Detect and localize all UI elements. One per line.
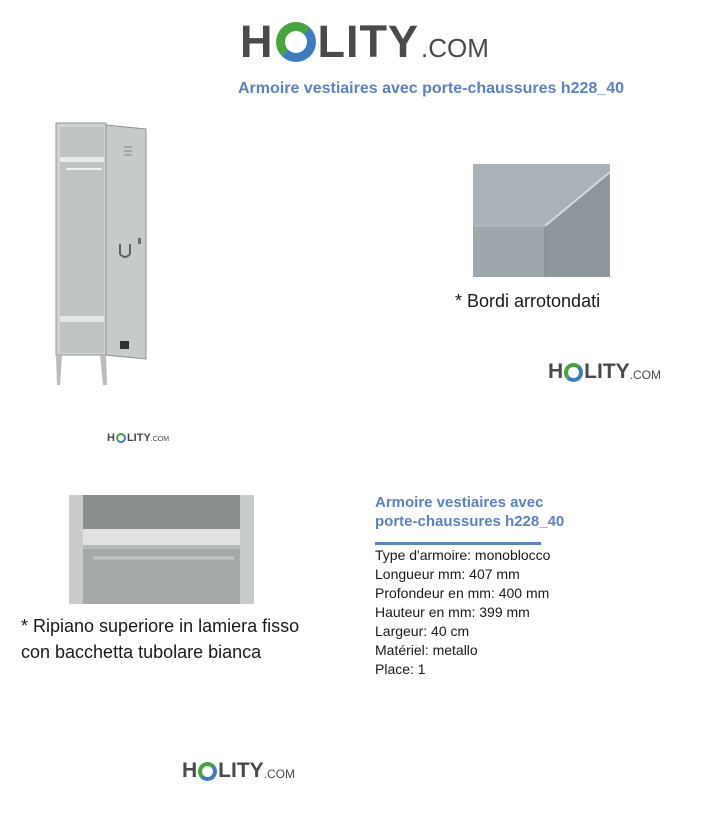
logo-domain: .COM — [421, 32, 489, 63]
logo-o-ring-icon — [116, 433, 126, 443]
logo-o-ring-icon — [564, 363, 583, 382]
brand-logo-footer — [182, 759, 295, 783]
logo-text-lity: LITY — [584, 360, 630, 383]
logo-o-ring-icon — [276, 22, 316, 62]
logo-domain: .COM — [263, 767, 296, 781]
spec-title-line2: porte-chaussures h228_40 — [375, 513, 565, 530]
spec-title-line1: Armoire vestiaires avec — [375, 494, 544, 511]
brand-logo-medium — [548, 360, 661, 384]
logo-o-ring-icon — [198, 762, 217, 781]
spec-item: Hauteur en mm: 399 mm — [375, 604, 530, 620]
brand-logo-small — [107, 432, 169, 444]
logo-text-lity: LITY — [218, 759, 264, 782]
spec-list — [375, 546, 550, 679]
logo-domain: .COM — [150, 436, 170, 443]
logo-text-h: H — [107, 432, 115, 444]
spec-item: Largeur: 40 cm — [375, 623, 470, 639]
logo-text-lity: LITY — [126, 432, 151, 444]
shelf-detail-image — [69, 495, 254, 604]
logo-domain: .COM — [629, 368, 662, 382]
brand-logo[interactable] — [240, 16, 489, 68]
shelf-caption — [21, 613, 341, 665]
spec-divider — [375, 542, 541, 545]
spec-title — [375, 493, 615, 531]
logo-text-h: H — [240, 16, 274, 67]
page-title: Armoire vestiaires avec porte-chaussures h228_40 — [238, 80, 624, 97]
spec-item: Type d'armoire: monoblocco — [375, 547, 551, 563]
corner-detail-image — [473, 164, 610, 277]
cabinet-image — [54, 121, 154, 389]
spec-item: Matériel: metallo — [375, 642, 478, 658]
logo-text-lity: LITY — [317, 16, 419, 67]
spec-item: Longueur mm: 407 mm — [375, 566, 520, 582]
spec-item: Profondeur en mm: 400 mm — [375, 585, 550, 601]
corner-caption: * Bordi arrotondati — [455, 291, 601, 311]
shelf-caption-line2: con bacchetta tubolare bianca — [21, 642, 262, 662]
shelf-caption-line1: * Ripiano superiore in lamiera fisso — [21, 616, 300, 636]
spec-item: Place: 1 — [375, 661, 426, 677]
logo-text-h: H — [548, 360, 564, 383]
logo-text-h: H — [182, 759, 198, 782]
